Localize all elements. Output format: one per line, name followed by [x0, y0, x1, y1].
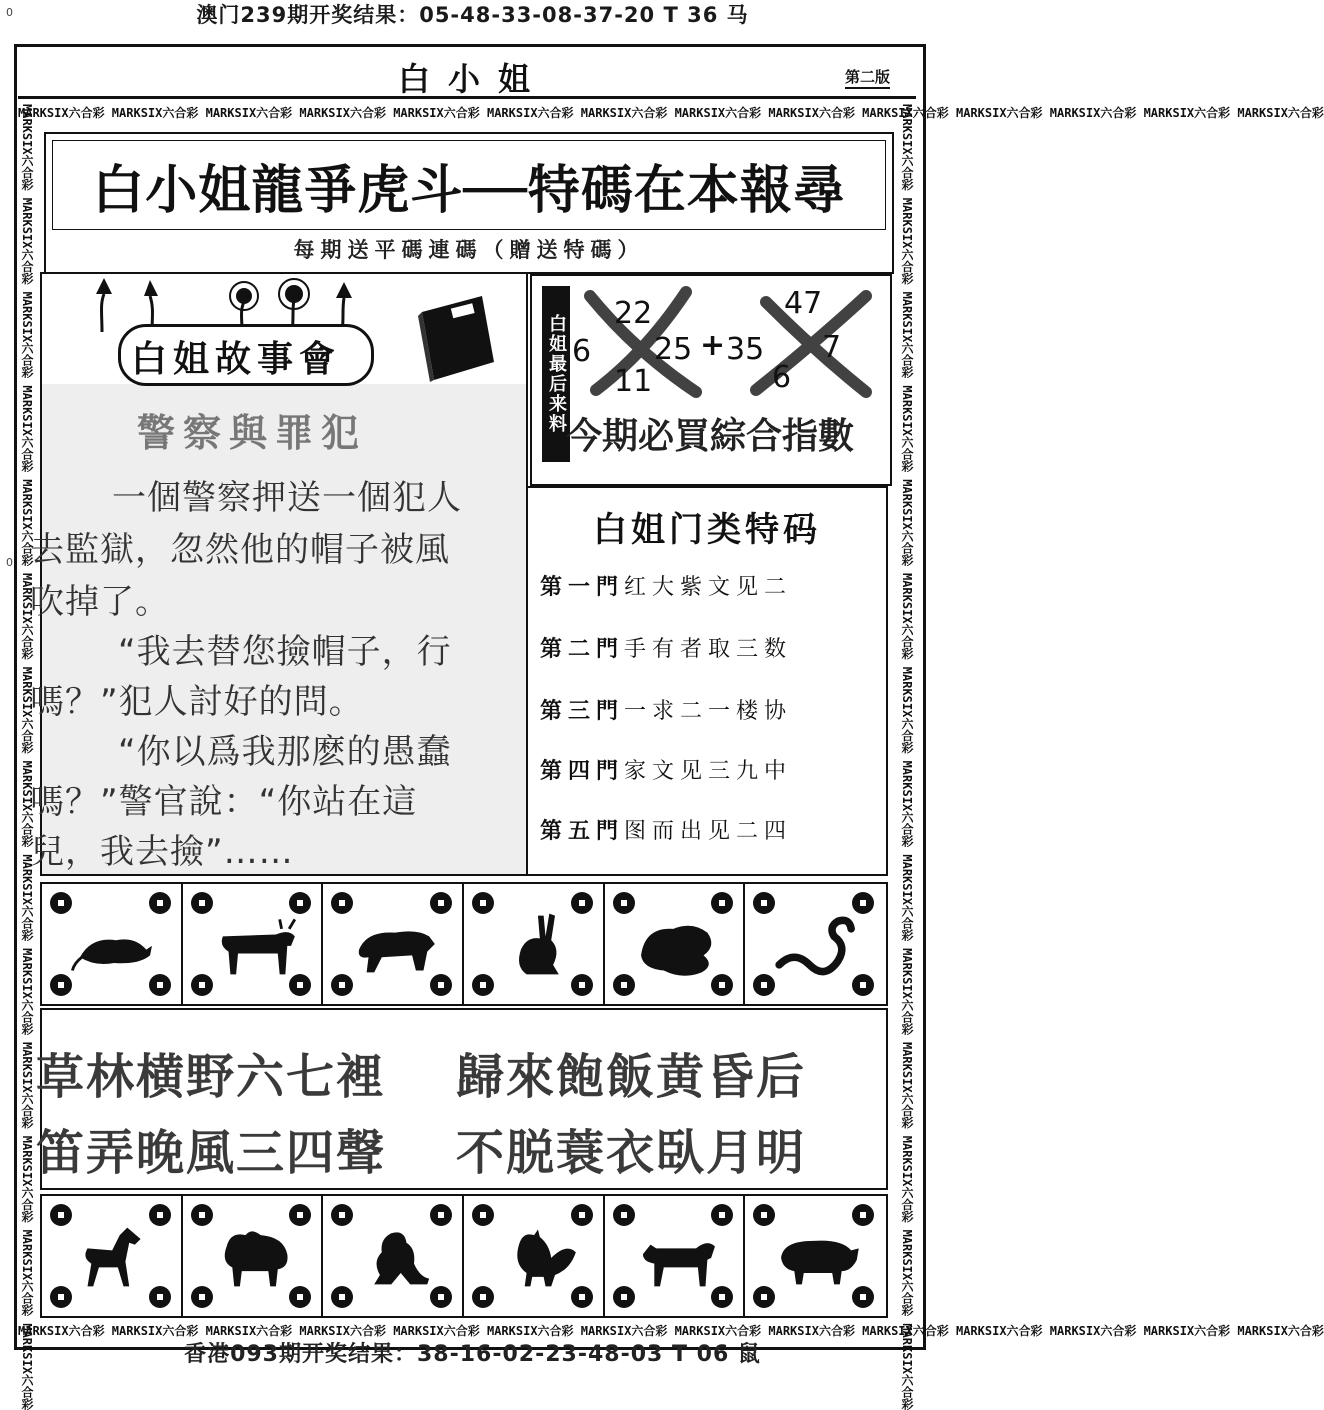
coin-icon — [50, 1204, 72, 1226]
gate-text: 一求二一楼协 — [624, 699, 793, 724]
index-number: 25 — [654, 332, 693, 367]
gate-label: 第五門 — [540, 819, 625, 844]
coin-icon — [753, 892, 775, 914]
story-line: “你以爲我那麽的愚蠢 — [118, 732, 452, 772]
poem-line: 不脱蓑衣臥月明 — [456, 1125, 807, 1181]
gate-row — [540, 570, 880, 601]
poem-line: 笛弄晚風三四聲 — [36, 1125, 387, 1181]
gate-label: 第二門 — [540, 637, 625, 662]
index-side-label: 白姐最后来料 — [542, 286, 570, 462]
zodiac-row-bottom — [40, 1194, 888, 1318]
poem-line: 草林横野六七裡 — [36, 1049, 387, 1105]
index-number: 35 — [726, 332, 765, 367]
gate-text: 图而出见二四 — [624, 819, 793, 844]
gate-text: 家文见三九中 — [624, 759, 793, 784]
coin-icon — [472, 974, 494, 996]
zodiac-cell — [183, 1196, 324, 1316]
dragon-icon — [635, 908, 721, 980]
zodiac-cell — [323, 884, 464, 1004]
top-result-bar: 澳门239期开奖结果：05-48-33-08-37-20 T 36 马 — [196, 3, 749, 27]
coin-icon — [472, 1286, 494, 1308]
goat-icon — [213, 1220, 299, 1292]
story-line: 去監獄，忽然他的帽子被風 — [30, 530, 450, 570]
coin-icon — [191, 892, 213, 914]
border-strip-text: MARKSIX六合彩 MARKSIX六合彩 MARKSIX六合彩 MARKSIX六合彩 MARKSIX六合彩 MARKSIX六合彩 MARKSIX六合彩 MARKSIX六合彩 MARKSIX六合彩 MARKSIX六合彩 MARKSIX六合彩 MARKSIX六合彩 MARKSIX六合彩 MARKSIX六合彩 — [18, 1324, 1324, 1338]
index-number: 7 — [822, 330, 842, 365]
book-icon — [412, 292, 498, 384]
poem-line: 歸來飽飯黄昏后 — [456, 1049, 807, 1105]
index-number: 11 — [614, 364, 653, 399]
poem-box — [36, 1008, 888, 1190]
story-line: 吹掉了。 — [30, 582, 170, 622]
gate-row — [540, 814, 880, 845]
gate-row — [540, 754, 880, 785]
story-panel — [30, 272, 528, 876]
story-line: 一個警察押送一個犯人 — [112, 478, 462, 518]
zodiac-cell — [605, 884, 746, 1004]
rat-icon — [72, 908, 158, 980]
story-line: 嗎？”警官說：“你站在這 — [30, 782, 418, 822]
bottom-result-bar: 香港093期开奖结果：38-16-02-23-48-03 T 06 鼠 — [184, 1342, 761, 1367]
coin-icon — [472, 892, 494, 914]
index-number: 6 — [572, 334, 592, 369]
rooster-icon — [494, 1220, 580, 1292]
edition-label: 第二版 — [845, 66, 890, 89]
masthead — [18, 52, 916, 99]
story-title: 警察與罪犯 — [136, 411, 367, 455]
border-strip-text: MARKSIX六合彩 MARKSIX六合彩 MARKSIX六合彩 MARKSIX六合彩 MARKSIX六合彩 MARKSIX六合彩 MARKSIX六合彩 MARKSIX六合彩 MARKSIX六合彩 MARKSIX六合彩 MARKSIX六合彩 MARKSIX六合彩 MARKSIX六合彩 MARKSIX六合彩 — [20, 104, 34, 1410]
headline-box — [44, 132, 894, 274]
coin-icon — [613, 892, 635, 914]
coin-icon — [331, 974, 353, 996]
index-number: 22 — [614, 296, 653, 331]
headline-subtitle: 每期送平碼連碼（贈送特碼） — [293, 238, 645, 262]
index-caption: 今期必買綜合指數 — [566, 416, 855, 457]
story-banner — [118, 324, 374, 386]
corner-mark: 0 — [6, 6, 13, 19]
gates-title: 白姐门类特码 — [593, 510, 821, 550]
gate-label: 第三門 — [540, 699, 625, 724]
coin-icon — [613, 1204, 635, 1226]
zodiac-row-top — [40, 882, 888, 1006]
border-strip-right — [898, 104, 916, 1410]
zodiac-cell — [323, 1196, 464, 1316]
index-box — [530, 274, 892, 486]
gate-text: 红大紫文见二 — [624, 575, 793, 600]
coin-icon — [753, 974, 775, 996]
snake-icon — [775, 908, 861, 980]
rabbit-icon — [494, 908, 580, 980]
story-line: “我去替您撿帽子，行 — [118, 632, 452, 672]
coin-icon — [613, 974, 635, 996]
side-mark: 0 — [6, 556, 13, 569]
index-number: + — [700, 328, 726, 363]
coin-icon — [753, 1286, 775, 1308]
coin-icon — [50, 892, 72, 914]
gate-row — [540, 694, 880, 725]
story-line: 兒，我去撿”…… — [30, 832, 294, 872]
zodiac-cell — [42, 884, 183, 1004]
border-strip-top — [18, 104, 1324, 122]
headline-title: 白小姐龍爭虎斗──特碼在本報尋 — [92, 161, 846, 221]
gate-row — [540, 632, 880, 663]
zodiac-cell — [745, 884, 884, 1004]
zodiac-cell — [464, 1196, 605, 1316]
coin-icon — [50, 1286, 72, 1308]
coin-icon — [50, 974, 72, 996]
monkey-icon — [353, 1220, 439, 1292]
coin-icon — [613, 1286, 635, 1308]
coin-icon — [331, 892, 353, 914]
pig-icon — [775, 1220, 861, 1292]
coin-icon — [191, 1286, 213, 1308]
tiger-icon — [353, 908, 439, 980]
gate-text: 手有者取三数 — [624, 637, 793, 662]
coin-icon — [753, 1204, 775, 1226]
story-header — [42, 274, 526, 384]
coin-icon — [331, 1204, 353, 1226]
zodiac-cell — [183, 884, 324, 1004]
ox-icon — [213, 908, 299, 980]
gates-box — [526, 486, 888, 876]
coin-icon — [191, 1204, 213, 1226]
gate-label: 第一門 — [540, 575, 625, 600]
index-number: 6 — [772, 360, 792, 395]
zodiac-cell — [745, 1196, 884, 1316]
story-banner-text: 白姐故事會 — [131, 339, 342, 380]
coin-icon — [472, 1204, 494, 1226]
index-number: 47 — [784, 286, 823, 321]
coin-icon — [191, 974, 213, 996]
border-strip-text: MARKSIX六合彩 MARKSIX六合彩 MARKSIX六合彩 MARKSIX六合彩 MARKSIX六合彩 MARKSIX六合彩 MARKSIX六合彩 MARKSIX六合彩 MARKSIX六合彩 MARKSIX六合彩 MARKSIX六合彩 MARKSIX六合彩 MARKSIX六合彩 MARKSIX六合彩 — [18, 106, 1324, 120]
masthead-title: 白小姐 — [398, 60, 549, 98]
gate-label: 第四門 — [540, 759, 625, 784]
story-line: 嗎？”犯人討好的問。 — [30, 682, 364, 722]
zodiac-cell — [42, 1196, 183, 1316]
coin-icon — [331, 1286, 353, 1308]
horse-icon — [72, 1220, 158, 1292]
zodiac-cell — [605, 1196, 746, 1316]
dog-icon — [635, 1220, 721, 1292]
border-strip-text: MARKSIX六合彩 MARKSIX六合彩 MARKSIX六合彩 MARKSIX六合彩 MARKSIX六合彩 MARKSIX六合彩 MARKSIX六合彩 MARKSIX六合彩 MARKSIX六合彩 MARKSIX六合彩 MARKSIX六合彩 MARKSIX六合彩 MARKSIX六合彩 MARKSIX六合彩 — [900, 104, 914, 1410]
zodiac-cell — [464, 884, 605, 1004]
